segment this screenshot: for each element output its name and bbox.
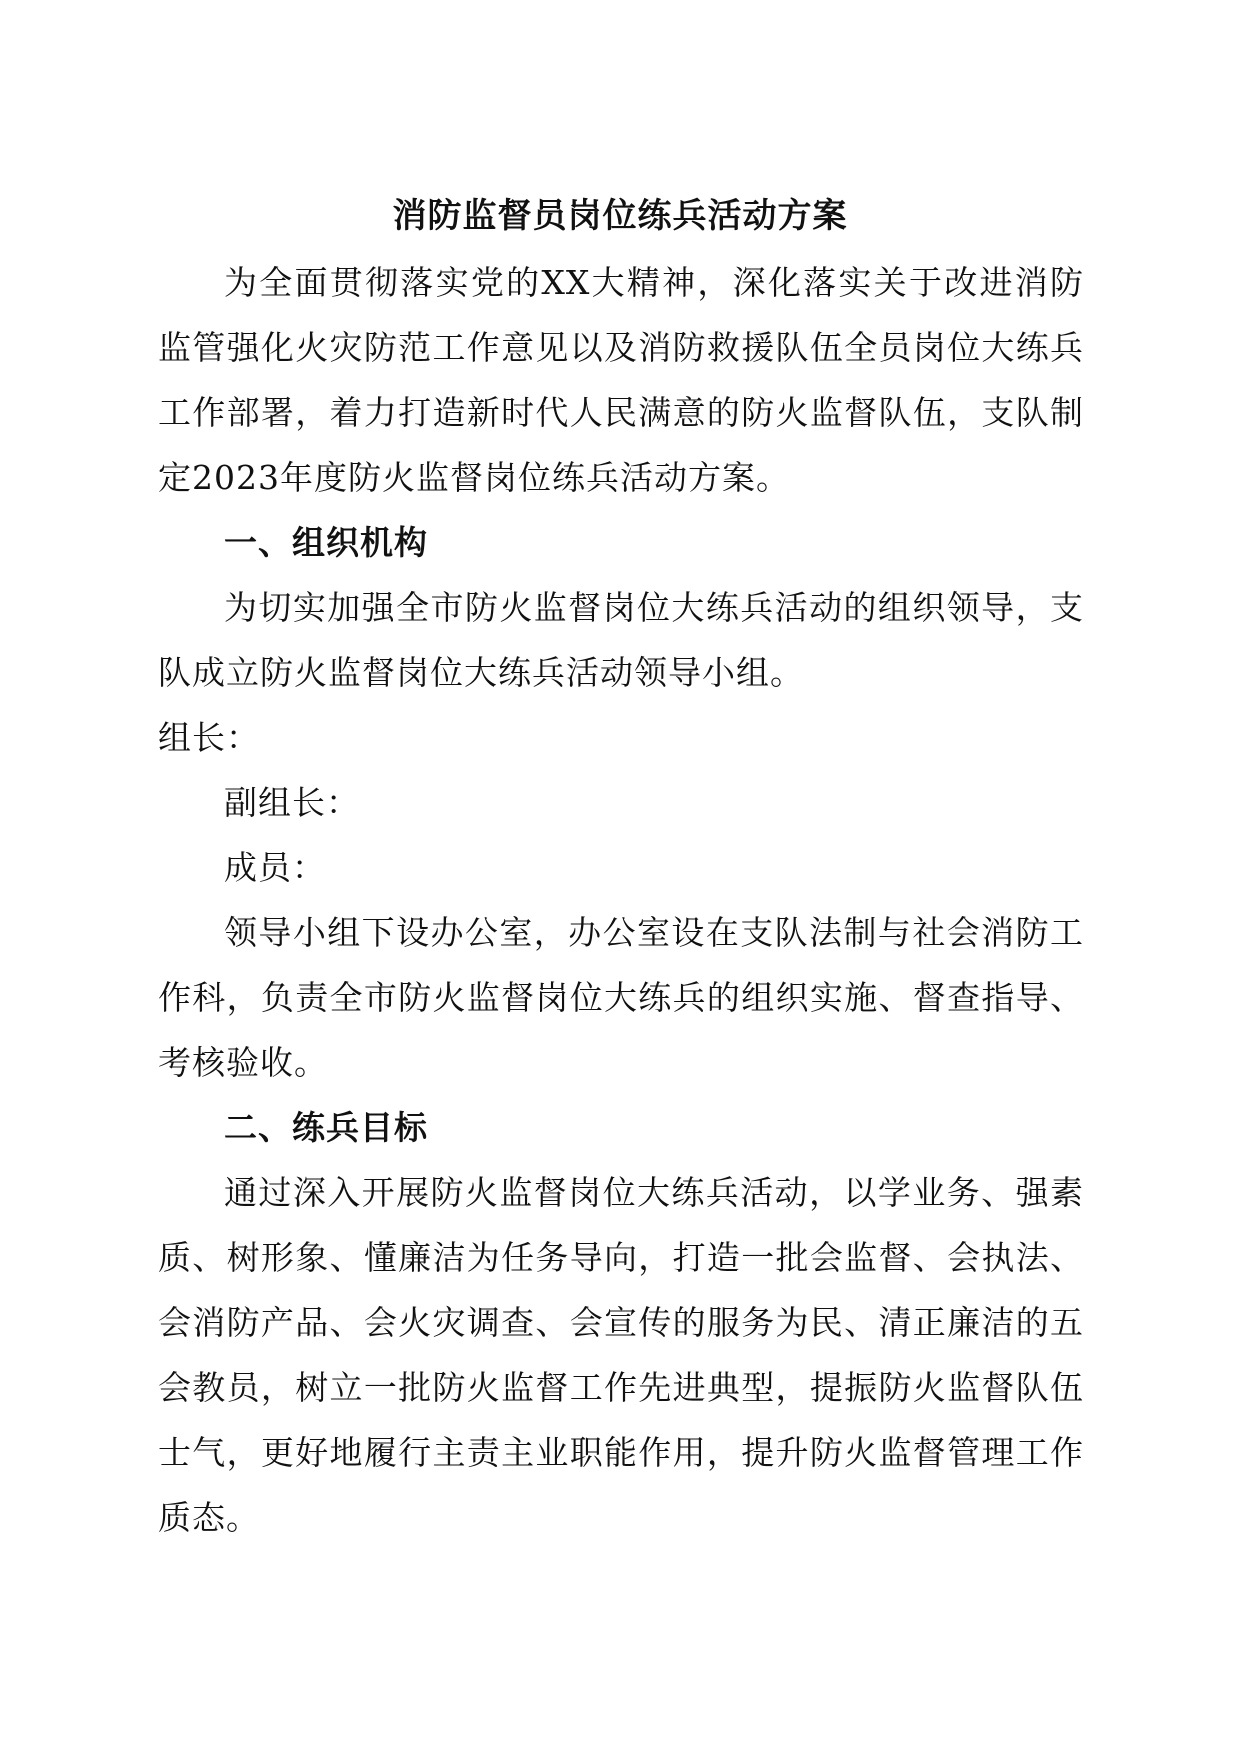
goals-paragraph: 通过深入开展防火监督岗位大练兵活动，以学业务、强素质、树形象、懂廉洁为任务导向，打造一批会监督、会执法、会消防产品、会火灾调查、会宣传的服务为民、清正廉洁的五会教员，树立一批防火监督工作先进典型，提振防火监督队伍士气，更好地履行主责主业职能作用，提升防火监督管理工作质态。 xyxy=(158,1173,1084,1537)
members-line: 成员： xyxy=(224,848,326,887)
section-heading-goals: 二、练兵目标 xyxy=(224,1108,428,1147)
office-paragraph: 领导小组下设办公室，办公室设在支队法制与社会消防工作科，负责全市防火监督岗位大练兵的组织实施、督查指导、考核验收。 xyxy=(158,913,1084,1082)
intro-paragraph: 为全面贯彻落实党的XX大精神，深化落实关于改进消防监管强化火灾防范工作意见以及消防救援队伍全员岗位大练兵工作部署，着力打造新时代人民满意的防火监督队伍，支队制定2023年度防火监督岗位练兵活动方案。 xyxy=(158,263,1084,497)
section-heading-organization: 一、组织机构 xyxy=(224,523,428,562)
document-title: 消防监督员岗位练兵活动方案 xyxy=(392,196,848,236)
document-body xyxy=(158,250,1084,1550)
deputy-leader-line: 副组长： xyxy=(224,783,360,822)
organization-paragraph: 为切实加强全市防火监督岗位大练兵活动的组织领导，支队成立防火监督岗位大练兵活动领导小组。 xyxy=(158,588,1084,692)
leader-line: 组长： xyxy=(158,718,260,757)
